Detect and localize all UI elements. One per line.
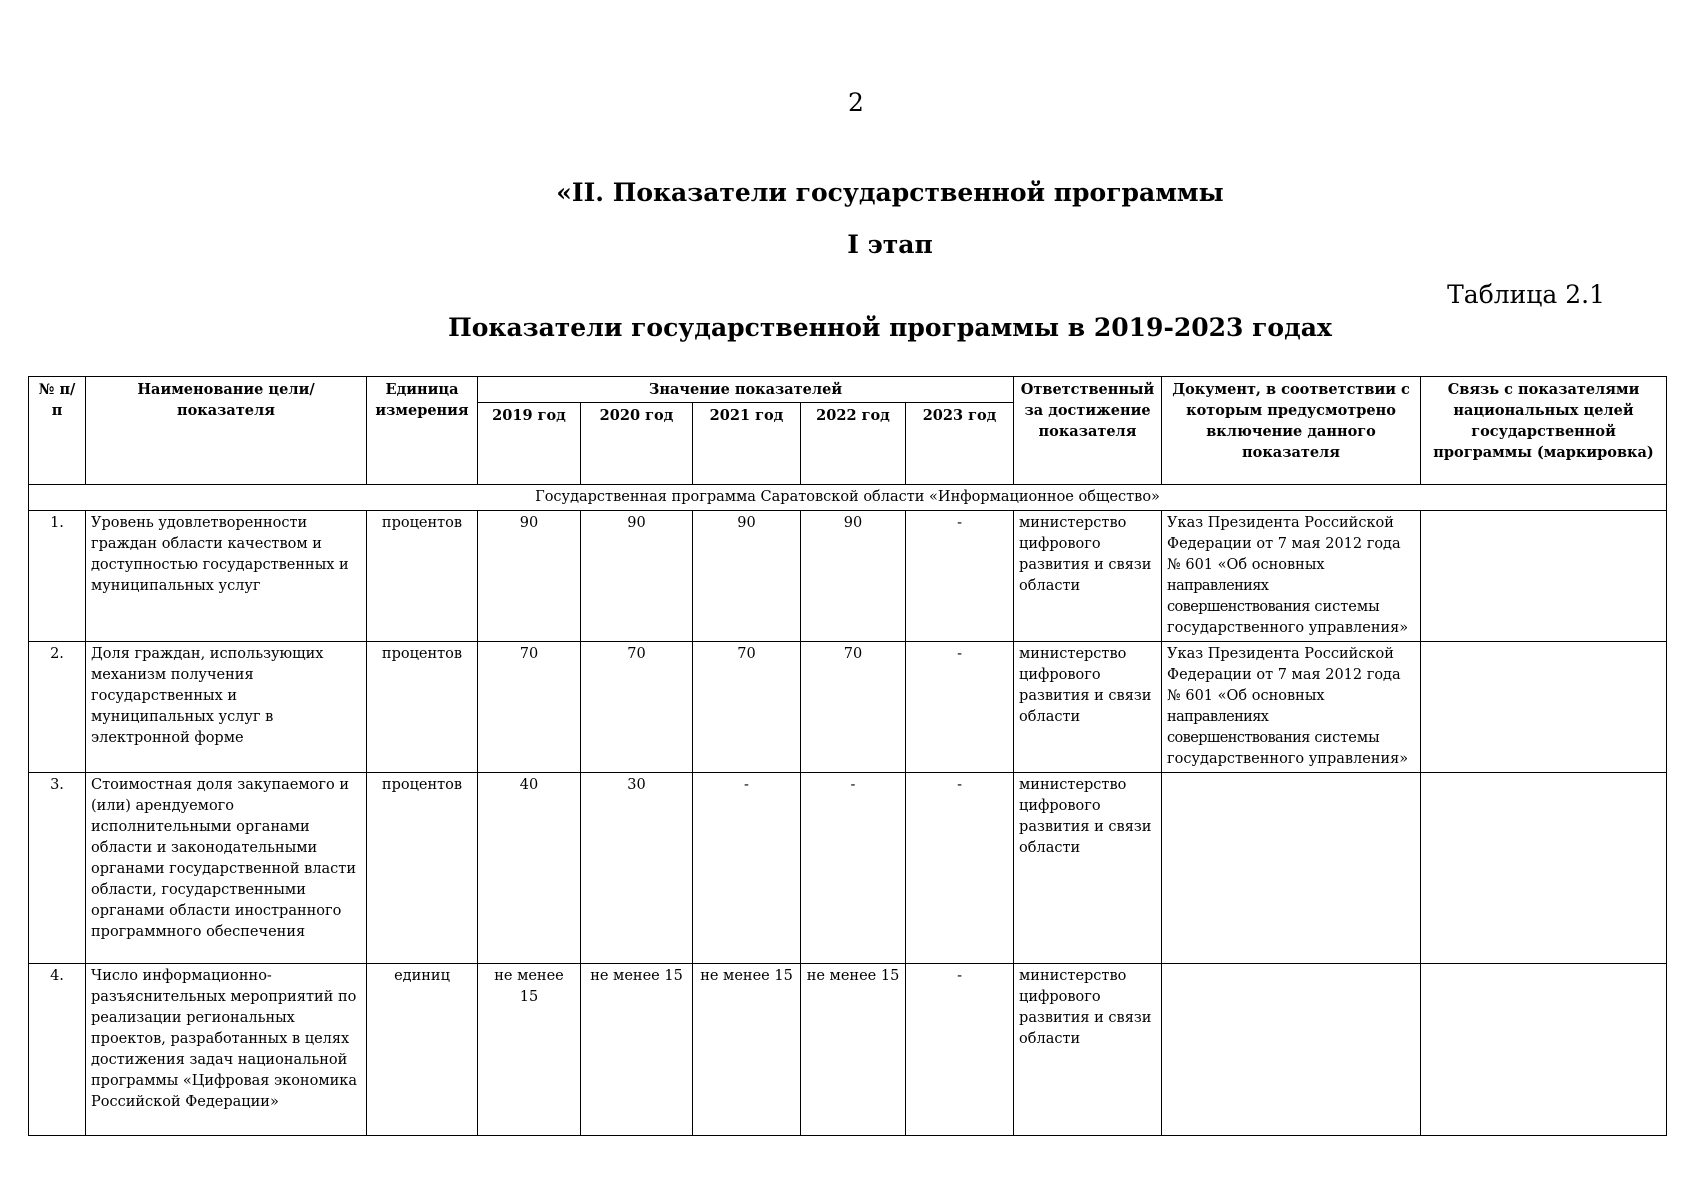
table-row <box>29 773 1667 964</box>
row-value: - <box>906 511 1014 642</box>
section-title: Государственная программа Саратовской области «Информационное общество» <box>29 485 1667 511</box>
row-num: 1. <box>29 511 86 642</box>
table-row <box>29 511 1667 642</box>
row-document-part: системы государственного управления» <box>1167 599 1409 636</box>
header-document: Документ, в соответствии с которым предусмотрено включение данного показателя <box>1162 377 1421 485</box>
table-row <box>29 642 1667 773</box>
row-value: не менее 15 <box>801 964 906 1136</box>
row-value: 70 <box>478 642 581 773</box>
header-year: 2022 год <box>801 403 906 485</box>
row-name: Доля граждан, использующих механизм получения государственных и муниципальных услуг в электронной форме <box>86 642 367 773</box>
row-value: - <box>906 773 1014 964</box>
row-link <box>1421 773 1667 964</box>
header-year: 2020 год <box>581 403 693 485</box>
row-value: - <box>801 773 906 964</box>
row-responsible: министерство цифрового развития и связи области <box>1014 964 1162 1136</box>
row-document-part: направлениях совершенствования <box>1167 578 1310 615</box>
row-document <box>1162 642 1421 773</box>
row-value: не менее 15 <box>693 964 801 1136</box>
row-name: Число информационно-разъяснительных мероприятий по реализации региональных проектов, разработанных в целях достижения задач национальной программы «Цифровая экономика Российской Федерации» <box>86 964 367 1136</box>
header-year: 2023 год <box>906 403 1014 485</box>
row-value: - <box>693 773 801 964</box>
indicators-table <box>28 376 1667 1136</box>
row-num: 3. <box>29 773 86 964</box>
row-value: 90 <box>478 511 581 642</box>
row-link <box>1421 642 1667 773</box>
row-responsible: министерство цифрового развития и связи области <box>1014 642 1162 773</box>
heading-main: «II. Показатели государственной программы <box>556 178 1224 207</box>
row-value: не менее 15 <box>581 964 693 1136</box>
header-row-1 <box>29 377 1667 403</box>
row-unit: процентов <box>367 511 478 642</box>
row-value: 90 <box>693 511 801 642</box>
table-row <box>29 964 1667 1136</box>
row-unit: процентов <box>367 773 478 964</box>
row-document-part: системы государственного управления» <box>1167 730 1409 767</box>
row-value: - <box>906 964 1014 1136</box>
header-responsible: Ответственный за достижение показателя <box>1014 377 1162 485</box>
header-link: Связь с показателями национальных целей государственной программы (маркировка) <box>1421 377 1667 485</box>
row-document <box>1162 773 1421 964</box>
row-document <box>1162 964 1421 1136</box>
header-name: Наименование цели/показателя <box>86 377 367 485</box>
row-value: не менее 15 <box>478 964 581 1136</box>
row-unit: процентов <box>367 642 478 773</box>
row-name: Уровень удовлетворенности граждан области качеством и доступностью государственных и муниципальных услуг <box>86 511 367 642</box>
row-document <box>1162 511 1421 642</box>
header-unit: Единица измерения <box>367 377 478 485</box>
page-number: 2 <box>848 88 864 117</box>
row-value: 90 <box>581 511 693 642</box>
row-document-part: направлениях совершенствования <box>1167 709 1310 746</box>
row-num: 2. <box>29 642 86 773</box>
row-link <box>1421 511 1667 642</box>
row-responsible: министерство цифрового развития и связи области <box>1014 511 1162 642</box>
table-label: Таблица 2.1 <box>1447 280 1605 309</box>
section-row <box>29 485 1667 511</box>
row-unit: единиц <box>367 964 478 1136</box>
row-link <box>1421 964 1667 1136</box>
row-num: 4. <box>29 964 86 1136</box>
row-value: 40 <box>478 773 581 964</box>
row-value: 70 <box>693 642 801 773</box>
row-value: 70 <box>801 642 906 773</box>
row-name: Стоимостная доля закупаемого и (или) арендуемого исполнительными органами области и законодательными органами государственной власти области, государственными органами области иностранного программного обеспечения <box>86 773 367 964</box>
row-document-part: Указ Президента Российской Федерации от 7 мая 2012 года № 601 «Об основных <box>1167 515 1401 573</box>
header-num: № п/п <box>29 377 86 485</box>
row-value: - <box>906 642 1014 773</box>
header-values-group: Значение показателей <box>478 377 1014 403</box>
row-value: 90 <box>801 511 906 642</box>
header-year: 2021 год <box>693 403 801 485</box>
row-value: 30 <box>581 773 693 964</box>
row-document-part: Указ Президента Российской Федерации от 7 мая 2012 года № 601 «Об основных <box>1167 646 1401 704</box>
row-responsible: министерство цифрового развития и связи области <box>1014 773 1162 964</box>
heading-stage: I этап <box>847 230 933 259</box>
header-year: 2019 год <box>478 403 581 485</box>
row-value: 70 <box>581 642 693 773</box>
table-title: Показатели государственной программы в 2019-2023 годах <box>448 313 1332 342</box>
